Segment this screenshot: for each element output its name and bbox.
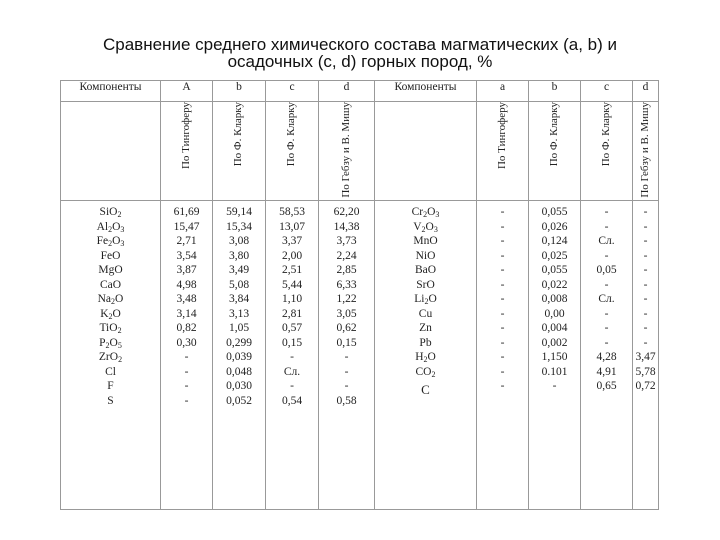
left-b-column <box>213 201 266 510</box>
component-cell: FeO <box>100 249 121 262</box>
component-cell: $Na_2O$ <box>97 293 124 306</box>
value-cell: 5,78 <box>635 365 656 378</box>
value-cell: 62,20 <box>333 206 360 218</box>
value-cell: 2,71 <box>176 235 197 247</box>
value-cell: 2,51 <box>281 264 303 276</box>
header-components-left: Компоненты <box>61 81 161 102</box>
value-cell: 5,44 <box>281 278 303 291</box>
component-cell: $Al_2O_3$ <box>96 220 125 234</box>
value-cell: - <box>604 249 609 262</box>
value-cell: - <box>604 278 609 291</box>
value-cell: - <box>604 220 609 233</box>
value-cell: 0,124 <box>541 235 568 247</box>
value-cell: 2,85 <box>336 264 357 276</box>
value-cell: - <box>500 336 505 349</box>
value-cell: 0,026 <box>541 220 568 233</box>
value-cell: - <box>643 249 648 262</box>
source-b-left: По Ф. Кларку <box>232 102 244 167</box>
value-cell: 0,048 <box>226 365 252 378</box>
value-cell: - <box>500 365 505 378</box>
component-cell: Cl <box>105 365 116 378</box>
value-cell: 3,49 <box>228 264 250 276</box>
value-cell: 0.101 <box>541 365 568 378</box>
value-cell: - <box>500 293 505 305</box>
value-cell: 3,54 <box>176 249 197 262</box>
value-cell: 3,08 <box>228 235 250 247</box>
value-cell: Сл. <box>598 235 615 247</box>
value-cell: 0,65 <box>596 380 617 392</box>
right-d-column <box>633 201 659 510</box>
value-cell: 0,030 <box>226 380 252 392</box>
value-cell: 61,69 <box>173 206 200 218</box>
value-cell: 1,150 <box>541 351 568 363</box>
value-cell: 0,57 <box>281 322 303 334</box>
value-cell: 2,81 <box>281 307 303 320</box>
header-c-right: c <box>581 81 633 102</box>
value-cell: 3,47 <box>635 351 656 363</box>
value-cell: 58,53 <box>279 206 305 218</box>
value-cell: - <box>604 206 609 218</box>
value-cell: 0,004 <box>541 322 568 334</box>
right-c-column <box>581 201 633 510</box>
value-cell: 13,07 <box>279 220 305 233</box>
value-cell: 3,48 <box>176 293 197 305</box>
value-cell: - <box>500 235 505 247</box>
value-cell: - <box>643 322 648 334</box>
value-cell: - <box>184 394 189 407</box>
value-cell: 3,37 <box>281 235 303 247</box>
value-cell: - <box>184 380 189 392</box>
value-cell: - <box>184 351 189 363</box>
value-cell: - <box>643 220 648 233</box>
value-cell: 15,47 <box>173 220 200 233</box>
right-b-column <box>529 201 581 510</box>
value-cell: 0,00 <box>544 307 565 320</box>
component-cell: Pb <box>419 336 432 349</box>
header-d-right: d <box>633 81 659 102</box>
source-row <box>61 102 659 201</box>
value-cell: - <box>604 336 609 349</box>
source-b-right: По Ф. Кларку <box>547 102 560 167</box>
value-cell: - <box>604 322 609 334</box>
value-cell: 3,87 <box>176 264 197 276</box>
component-cell: Cu <box>418 307 433 320</box>
value-cell: - <box>643 206 648 218</box>
component-cell: MnO <box>413 235 438 247</box>
value-cell: - <box>344 365 349 378</box>
left-d-column <box>319 201 375 510</box>
value-cell: - <box>643 336 648 349</box>
value-cell: - <box>643 264 648 276</box>
value-cell: 4,91 <box>596 365 617 378</box>
value-cell: Сл. <box>598 293 615 305</box>
component-cell: ZrO$_2$ <box>98 351 123 364</box>
value-cell: 0,299 <box>226 336 252 349</box>
value-cell: 0,82 <box>176 322 197 334</box>
value-cell: 3,14 <box>176 307 197 320</box>
value-cell: 4,28 <box>596 351 617 363</box>
component-cell: SrO <box>416 278 435 291</box>
value-cell: - <box>344 380 349 392</box>
value-cell: - <box>500 206 505 218</box>
value-cell: 2,00 <box>281 249 303 262</box>
value-cell: - <box>643 293 648 305</box>
value-cell: 15,34 <box>226 220 252 233</box>
component-cell: $Li_2O$ <box>414 293 437 306</box>
value-cell: 1,05 <box>228 322 250 334</box>
header-row <box>61 81 659 102</box>
component-cell: S <box>107 394 114 407</box>
value-cell: 3,13 <box>228 307 250 320</box>
value-cell: 0,055 <box>541 206 568 218</box>
value-cell: - <box>643 307 648 320</box>
component-cell: NiO <box>415 249 436 262</box>
value-cell: - <box>184 365 189 378</box>
left-c-column <box>266 201 319 510</box>
component-cell: C <box>421 382 430 397</box>
value-cell: 0,62 <box>336 322 357 334</box>
component-cell: $H_2O$ <box>415 351 436 364</box>
left-components-column <box>61 201 161 510</box>
value-cell: 14,38 <box>333 220 360 233</box>
value-cell: 0,025 <box>541 249 568 262</box>
component-cell: $Fe_2O_3$ <box>96 235 125 248</box>
value-cell: 0,022 <box>541 278 568 291</box>
value-cell: 0,055 <box>541 264 568 276</box>
component-cell: Zn <box>419 322 432 334</box>
value-cell: 0,58 <box>336 394 357 407</box>
source-d-right: По Гебзу и В. Мишу <box>638 102 651 198</box>
value-cell: 0,052 <box>226 394 252 407</box>
slide-title <box>0 36 720 70</box>
value-cell: 5,08 <box>228 278 250 291</box>
value-cell: Сл. <box>283 365 301 378</box>
component-cell: $CO_2$ <box>415 365 436 379</box>
right-components-column <box>375 201 477 510</box>
component-cell: $K_2O$ <box>100 307 121 321</box>
value-cell: 0,72 <box>635 380 656 392</box>
value-cell: 3,84 <box>228 293 250 305</box>
title-line-1: Сравнение среднего химического состава магматических (a, b) и <box>103 35 617 54</box>
header-d-left: d <box>319 81 375 102</box>
component-cell: $P_2O_5$ <box>99 336 122 350</box>
component-cell: BaO <box>414 264 437 276</box>
value-cell: 1,10 <box>281 293 303 305</box>
left-a-column <box>161 201 213 510</box>
value-cell: 59,14 <box>226 206 252 218</box>
value-cell: 3,73 <box>336 235 357 247</box>
value-cell: - <box>500 322 505 334</box>
value-cell: - <box>290 351 294 363</box>
header-b-left: b <box>213 81 266 102</box>
source-a-right: По Тингоферу <box>495 102 508 170</box>
header-a-left: А <box>161 81 213 102</box>
component-cell: TiO$_2$ <box>99 322 122 335</box>
right-a-column <box>477 201 529 510</box>
value-cell: 0,008 <box>541 293 568 305</box>
value-cell: - <box>604 307 609 320</box>
value-cell: - <box>500 307 505 320</box>
component-cell: F <box>107 380 114 392</box>
component-cell: SiO$_2$ <box>99 206 122 219</box>
value-cell: - <box>643 278 648 291</box>
source-d-left: По Гебзу и В. Мишу <box>339 102 352 198</box>
value-cell: 0,05 <box>596 264 617 276</box>
header-components-right: Компоненты <box>375 81 477 102</box>
value-cell: - <box>344 351 349 363</box>
title-line-2: осадочных (c, d) горных пород, % <box>227 52 493 71</box>
source-c-left: По Ф. Кларку <box>285 102 297 167</box>
component-cell: $Cr_2O_3$ <box>411 206 440 219</box>
composition-table <box>60 80 659 510</box>
source-c-right: По Ф. Кларку <box>599 102 612 167</box>
value-cell: - <box>500 278 505 291</box>
value-cell: - <box>552 380 557 392</box>
value-cell: - <box>500 220 505 233</box>
value-cell: 0,54 <box>281 394 303 407</box>
value-cell: 3,80 <box>228 249 250 262</box>
value-cell: 0,15 <box>336 336 357 349</box>
value-cell: - <box>500 264 505 276</box>
header-b-right: b <box>529 81 581 102</box>
value-cell: 0,002 <box>541 336 568 349</box>
value-cell: - <box>500 351 505 363</box>
value-cell: - <box>643 235 648 247</box>
component-cell: CaO <box>99 278 122 291</box>
value-cell: - <box>500 380 505 392</box>
header-a-right: a <box>477 81 529 102</box>
value-cell: 0,039 <box>226 351 252 363</box>
component-cell: $V_2O_3$ <box>413 220 438 234</box>
value-cell: 3,05 <box>336 307 357 320</box>
value-cell: 6,33 <box>336 278 357 291</box>
value-cell: 4,98 <box>176 278 197 291</box>
value-cell: - <box>500 249 505 262</box>
data-row <box>61 201 659 510</box>
value-cell: 0,15 <box>281 336 303 349</box>
value-cell: - <box>290 380 294 392</box>
value-cell: 1,22 <box>336 293 357 305</box>
source-a-left: По Тингоферу <box>179 102 192 170</box>
value-cell: 0,30 <box>176 336 197 349</box>
component-cell: MgO <box>98 264 123 276</box>
value-cell: 2,24 <box>336 249 357 262</box>
header-c-left: c <box>266 81 319 102</box>
